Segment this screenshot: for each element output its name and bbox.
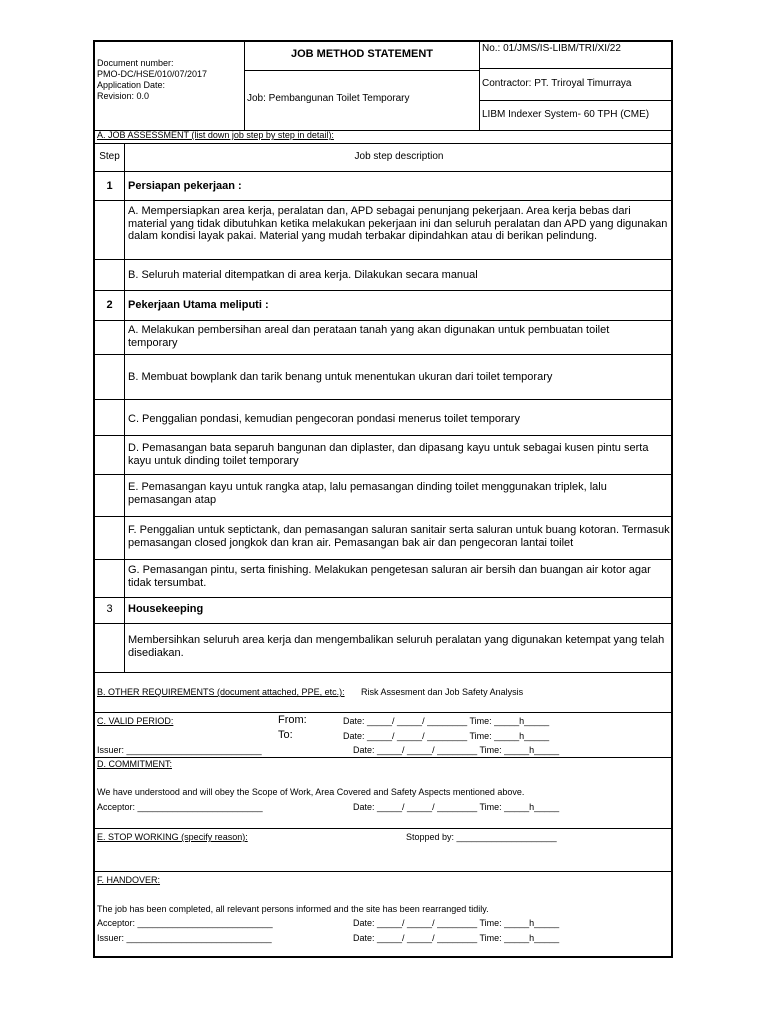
document-no: No.: 01/JMS/IS-LIBM/TRI/XI/22 — [482, 43, 621, 54]
section-d-bottom-rule — [95, 828, 673, 829]
system: LIBM Indexer System- 60 TPH (CME) — [482, 109, 650, 120]
contractor: Contractor: PT. Triroyal Timurraya — [482, 78, 632, 89]
section-e-title: E. STOP WORKING (specify reason): — [97, 832, 248, 842]
step-description: F. Penggalian untuk septictank, dan pemasangan saluran sanitair serta saluran untuk buang kotoran. Termasuk pemasangan closed jongkok dan kran air. Pemasangan bak air dan pengecoran lantai toilet — [128, 524, 670, 549]
row-rule — [95, 259, 673, 260]
from-label: From: — [278, 714, 307, 726]
row-rule — [95, 559, 673, 560]
section-c-title: C. VALID PERIOD: — [97, 716, 174, 726]
step-number: 1 — [106, 180, 113, 192]
section-e-bottom-rule — [95, 871, 673, 872]
application-date: Application Date: — [97, 80, 166, 90]
step-number: 2 — [106, 299, 113, 311]
job-method-statement-form — [93, 40, 673, 958]
doc-number: PMO-DC/HSE/010/07/2017 — [97, 69, 208, 79]
col-desc-header: Job step description — [354, 151, 444, 162]
job-name: Job: Pembangunan Toilet Temporary — [247, 93, 410, 104]
section-c-bottom-rule — [95, 757, 673, 758]
doc-number-label: Document number: — [97, 58, 174, 68]
step-heading: Pekerjaan Utama meliputi : — [128, 299, 269, 311]
row-rule — [95, 597, 673, 598]
row-rule — [95, 290, 673, 291]
table-header-rule — [95, 171, 673, 172]
issuer-date-field[interactable]: Date: _____/ _____/ ________ Time: _____h_____ — [353, 745, 560, 755]
document-title: JOB METHOD STATEMENT — [291, 48, 433, 60]
section-d-title: D. COMMITMENT: — [97, 759, 172, 769]
step-description: Membersihkan seluruh area kerja dan mengembalikan seluruh peralatan yang digunakan ketempat yang telah disediakan. — [128, 634, 665, 659]
row-rule — [95, 354, 673, 355]
header-divider-right — [479, 42, 480, 130]
from-date-field[interactable]: Date: _____/ _____/ ________ Time: _____h_____ — [343, 716, 550, 726]
row-rule — [95, 623, 673, 624]
section-a-title-rule — [95, 143, 673, 144]
section-b-title: B. OTHER REQUIREMENTS (document attached, PPE, etc.): — [97, 687, 345, 697]
section-f-title: F. HANDOVER: — [97, 875, 161, 885]
acceptor-date-field[interactable]: Date: _____/ _____/ ________ Time: _____h_____ — [353, 802, 560, 812]
step-heading: Housekeeping — [128, 603, 204, 615]
step-description: G. Pemasangan pintu, serta finishing. Melakukan pengetesan saluran air bersih dan buangan air kotor agar tidak tersumbat. — [128, 564, 651, 589]
step-description: E. Pemasangan kayu untuk rangka atap, lalu pemasangan dinding toilet menggunakan triplek, lalu pemasangan atap — [128, 481, 607, 506]
handover-statement: The job has been completed, all relevant persons informed and the site has been rearranged tidily. — [97, 904, 489, 914]
row-rule — [95, 200, 673, 201]
col-step-header: Step — [99, 151, 120, 162]
commitment-statement: We have understood and will obey the Scope of Work, Area Covered and Safety Aspects mentioned above. — [97, 787, 525, 797]
step-description: D. Pemasangan bata separuh bangunan dan diplaster, dan dipasang kayu untuk sebagai kusen pintu serta kayu untuk dinding toilet temporary — [128, 442, 649, 467]
row-rule — [95, 320, 673, 321]
step-heading: Persiapan pekerjaan : — [128, 180, 242, 192]
header-number-rule — [479, 68, 673, 69]
step-description: A. Melakukan pembersihan areal dan perataan tanah yang akan digunakan untuk pembuatan toilet temporary — [128, 324, 610, 349]
step-column-divider — [124, 143, 125, 672]
row-rule — [95, 435, 673, 436]
step-description: B. Membuat bowplank dan tarik benang untuk menentukan ukuran dari toilet temporary — [128, 371, 553, 383]
section-a-title: A. JOB ASSESSMENT (list down job step by step in detail): — [97, 130, 334, 140]
header-title-rule — [244, 70, 479, 71]
header-contractor-rule — [479, 100, 673, 101]
step-description: B. Seluruh material ditempatkan di area kerja. Dilakukan secara manual — [128, 269, 478, 281]
step-number: 3 — [106, 603, 113, 615]
revision: Revision: 0.0 — [97, 91, 150, 101]
issuer-field[interactable]: Issuer: ___________________________ — [97, 745, 262, 755]
to-date-field[interactable]: Date: _____/ _____/ ________ Time: _____h_____ — [343, 731, 550, 741]
to-label: To: — [278, 729, 293, 741]
handover-acceptor-date-field[interactable]: Date: _____/ _____/ ________ Time: _____h_____ — [353, 918, 560, 928]
section-a-bottom-rule — [95, 672, 673, 673]
section-b-bottom-rule — [95, 712, 673, 713]
handover-issuer-field[interactable]: Issuer: _____________________________ — [97, 933, 272, 943]
handover-issuer-date-field[interactable]: Date: _____/ _____/ ________ Time: _____h_____ — [353, 933, 560, 943]
stopped-by-field[interactable]: Stopped by: ____________________ — [406, 832, 557, 842]
row-rule — [95, 399, 673, 400]
step-description: C. Penggalian pondasi, kemudian pengecoran pondasi menerus toilet temporary — [128, 413, 520, 425]
acceptor-field[interactable]: Acceptor: _________________________ — [97, 802, 263, 812]
other-requirements: Risk Assesment dan Job Safety Analysis — [361, 687, 524, 697]
handover-acceptor-field[interactable]: Acceptor: ___________________________ — [97, 918, 273, 928]
step-description: A. Mempersiapkan area kerja, peralatan dan, APD sebagai penunjang pekerjaan. Area kerja bebas dari material yang tidak dibutuhkan ketika melakukan pekerjaan ini dan seluruh peralatan dan APD yang digunakan dalam kondisi layak pakai. Material yang mudah terbakar dipindahkan atau di berikan pelindung. — [128, 205, 668, 242]
row-rule — [95, 474, 673, 475]
row-rule — [95, 516, 673, 517]
